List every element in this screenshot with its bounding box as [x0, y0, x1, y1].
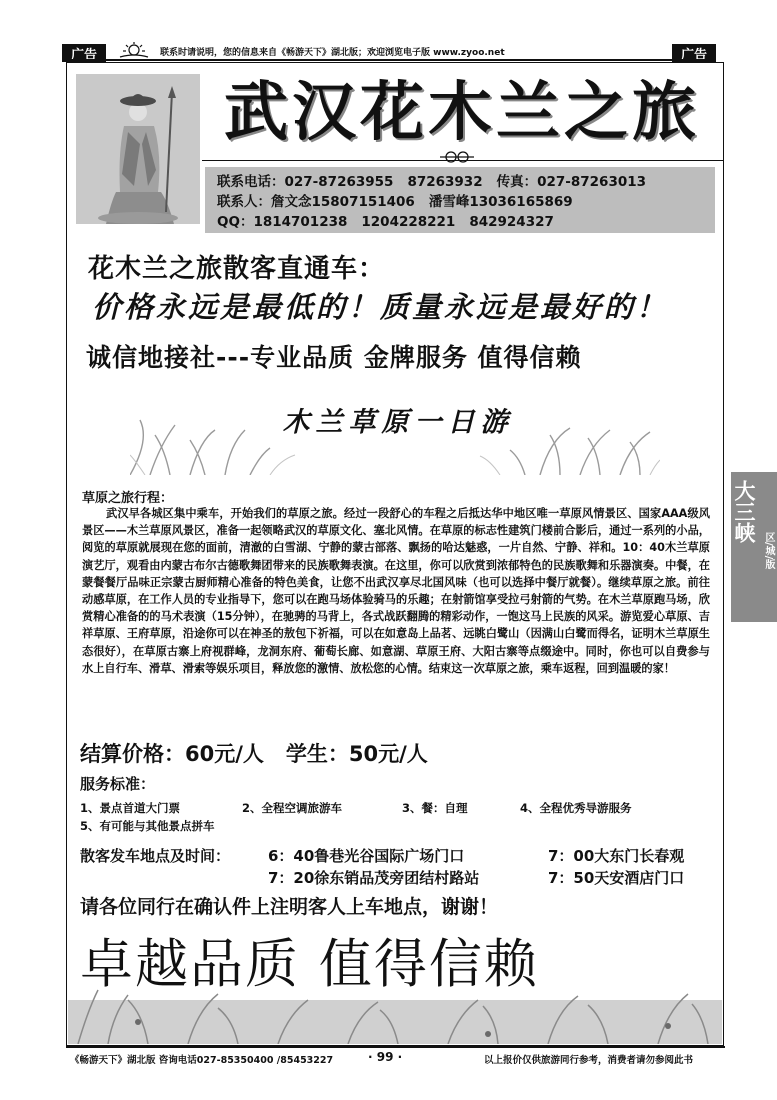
departure-heading: 散客发车地点及时间：	[80, 847, 231, 865]
itinerary-body: 武汉早各城区集中乘车，开始我们的草原之旅。经过一段舒心的车程之后抵达华中地区唯一草原风情景区、国家AAA级风景区——木兰草原风景区，准备一起领略武汉的草原文化、塞北风情。在草原的标志性建筑门楼前合影后，通过一系列的小品，阅览的草原就展现在您的面前，清澈的白雪湖、宁静的蒙古部落、飘扬的哈达魅惑，一片自然、宁静、祥和。10：40木兰草原演艺厅，观看由内蒙古布尔古德歌舞团带来的民族歌舞表演。在这里，你可以欣赏到浓郁特色的民族歌舞和乐器演奏。中餐，在蒙餐餐厅品味正宗蒙古厨师精心准备的特色美食，让您不出武汉享尽北国风味（也可以选择中餐厅就餐）。继续草原之旅。前往动感草原，在工作人员的专业指导下，您可以在跑马场体验骑马的乐趣；在射箭馆享受拉弓射箭的气势。在木兰草原跑马场，欣赏精心准备的的马术表演（15分钟），在驰骋的马背上，各式战跃翻腾的精彩动作，一饱这马上民族的风采。游览爱心草原、吉祥草原、王府草原，沿途你可以在神圣的敖包下祈福，可以在如意岛上品茗、远眺白鹭山（因满山白鹭而得名，证明木兰草原生态很好），在草原古寨上府视群峰，龙洞东府、葡萄长廊、如意湖、草原王府、大阳古寨等点缀途中。同时，你也可以自费参与水上自行车、滑草、滑索等娱乐项目，释放您的激情、放松您的心情。结束这一次草原之旅，乘车返程，回到温暖的家！	[82, 507, 710, 675]
departure-point: 6：40鲁巷光谷国际广场门口	[268, 847, 465, 865]
mulan-figurine-photo	[76, 74, 200, 224]
page-number: · 99 ·	[368, 1050, 403, 1064]
itinerary-heading: 草原之旅行程：	[82, 491, 174, 506]
footer-publisher: 《畅游天下》湖北版 咨询电话027-85350400 /85453227	[70, 1055, 334, 1066]
contact-qq-line: QQ：1814701238 1204228221 842924327	[217, 214, 554, 230]
side-tab-title: 大三峡	[732, 480, 757, 543]
trust-slogan: 诚信地接社---专业品质 金牌服务 值得信赖	[86, 343, 582, 372]
departure-point: 7：00大东门长春观	[548, 847, 685, 865]
footer-rule	[66, 1046, 725, 1048]
pickup-notice: 请各位同行在确认件上注明客人上车地点，谢谢！	[80, 896, 499, 918]
settlement-price: 结算价格：60元/人 学生：50元/人	[80, 742, 428, 766]
page-title: 武汉花木兰之旅	[224, 75, 700, 150]
departure-point: 7：50天安酒店门口	[548, 869, 685, 887]
region-side-tab	[731, 472, 777, 622]
header-banner-text: 联系时请说明，您的信息来自《畅游天下》湖北版；欢迎浏览电子版 www.zyoo.net	[160, 48, 505, 58]
knot-ornament-icon	[440, 150, 474, 164]
ad-label-right: 广告	[672, 44, 716, 62]
service-item: 2、全程空调旅游车	[242, 801, 343, 815]
footer-disclaimer: 以上报价仅供旅游同行参考，消费者请勿参阅此书	[484, 1055, 694, 1066]
departure-point: 7：20徐东销品茂旁团结村路站	[268, 869, 480, 887]
contact-phone-line: 联系电话：027-87263955 87263932 传真：027-87263013	[217, 174, 647, 190]
price-quality-slogan: 价格永远是最低的！质量永远是最好的！	[92, 290, 669, 324]
magazine-logo-icon	[114, 42, 154, 60]
contact-box	[205, 167, 715, 233]
bottom-slogan: 卓越品质 值得信赖	[80, 934, 539, 995]
tour-title: 木兰草原一日游	[282, 407, 514, 438]
title-rule	[202, 160, 724, 161]
header-rule	[62, 59, 715, 61]
service-item: 4、全程优秀导游服务	[520, 801, 632, 815]
direct-bus-heading: 花木兰之旅散客直通车：	[88, 254, 386, 284]
contact-person-line: 联系人：詹文念15807151406 潘雪峰13036165869	[217, 194, 573, 210]
service-item: 1、景点首道大门票	[80, 801, 181, 815]
service-item: 3、餐：自理	[402, 801, 468, 815]
service-heading: 服务标准：	[80, 775, 156, 793]
side-tab-subtitle: 区/城/版	[763, 532, 774, 570]
ad-label-left: 广告	[62, 44, 106, 62]
service-item: 5、有可能与其他景点拼车	[80, 819, 215, 833]
